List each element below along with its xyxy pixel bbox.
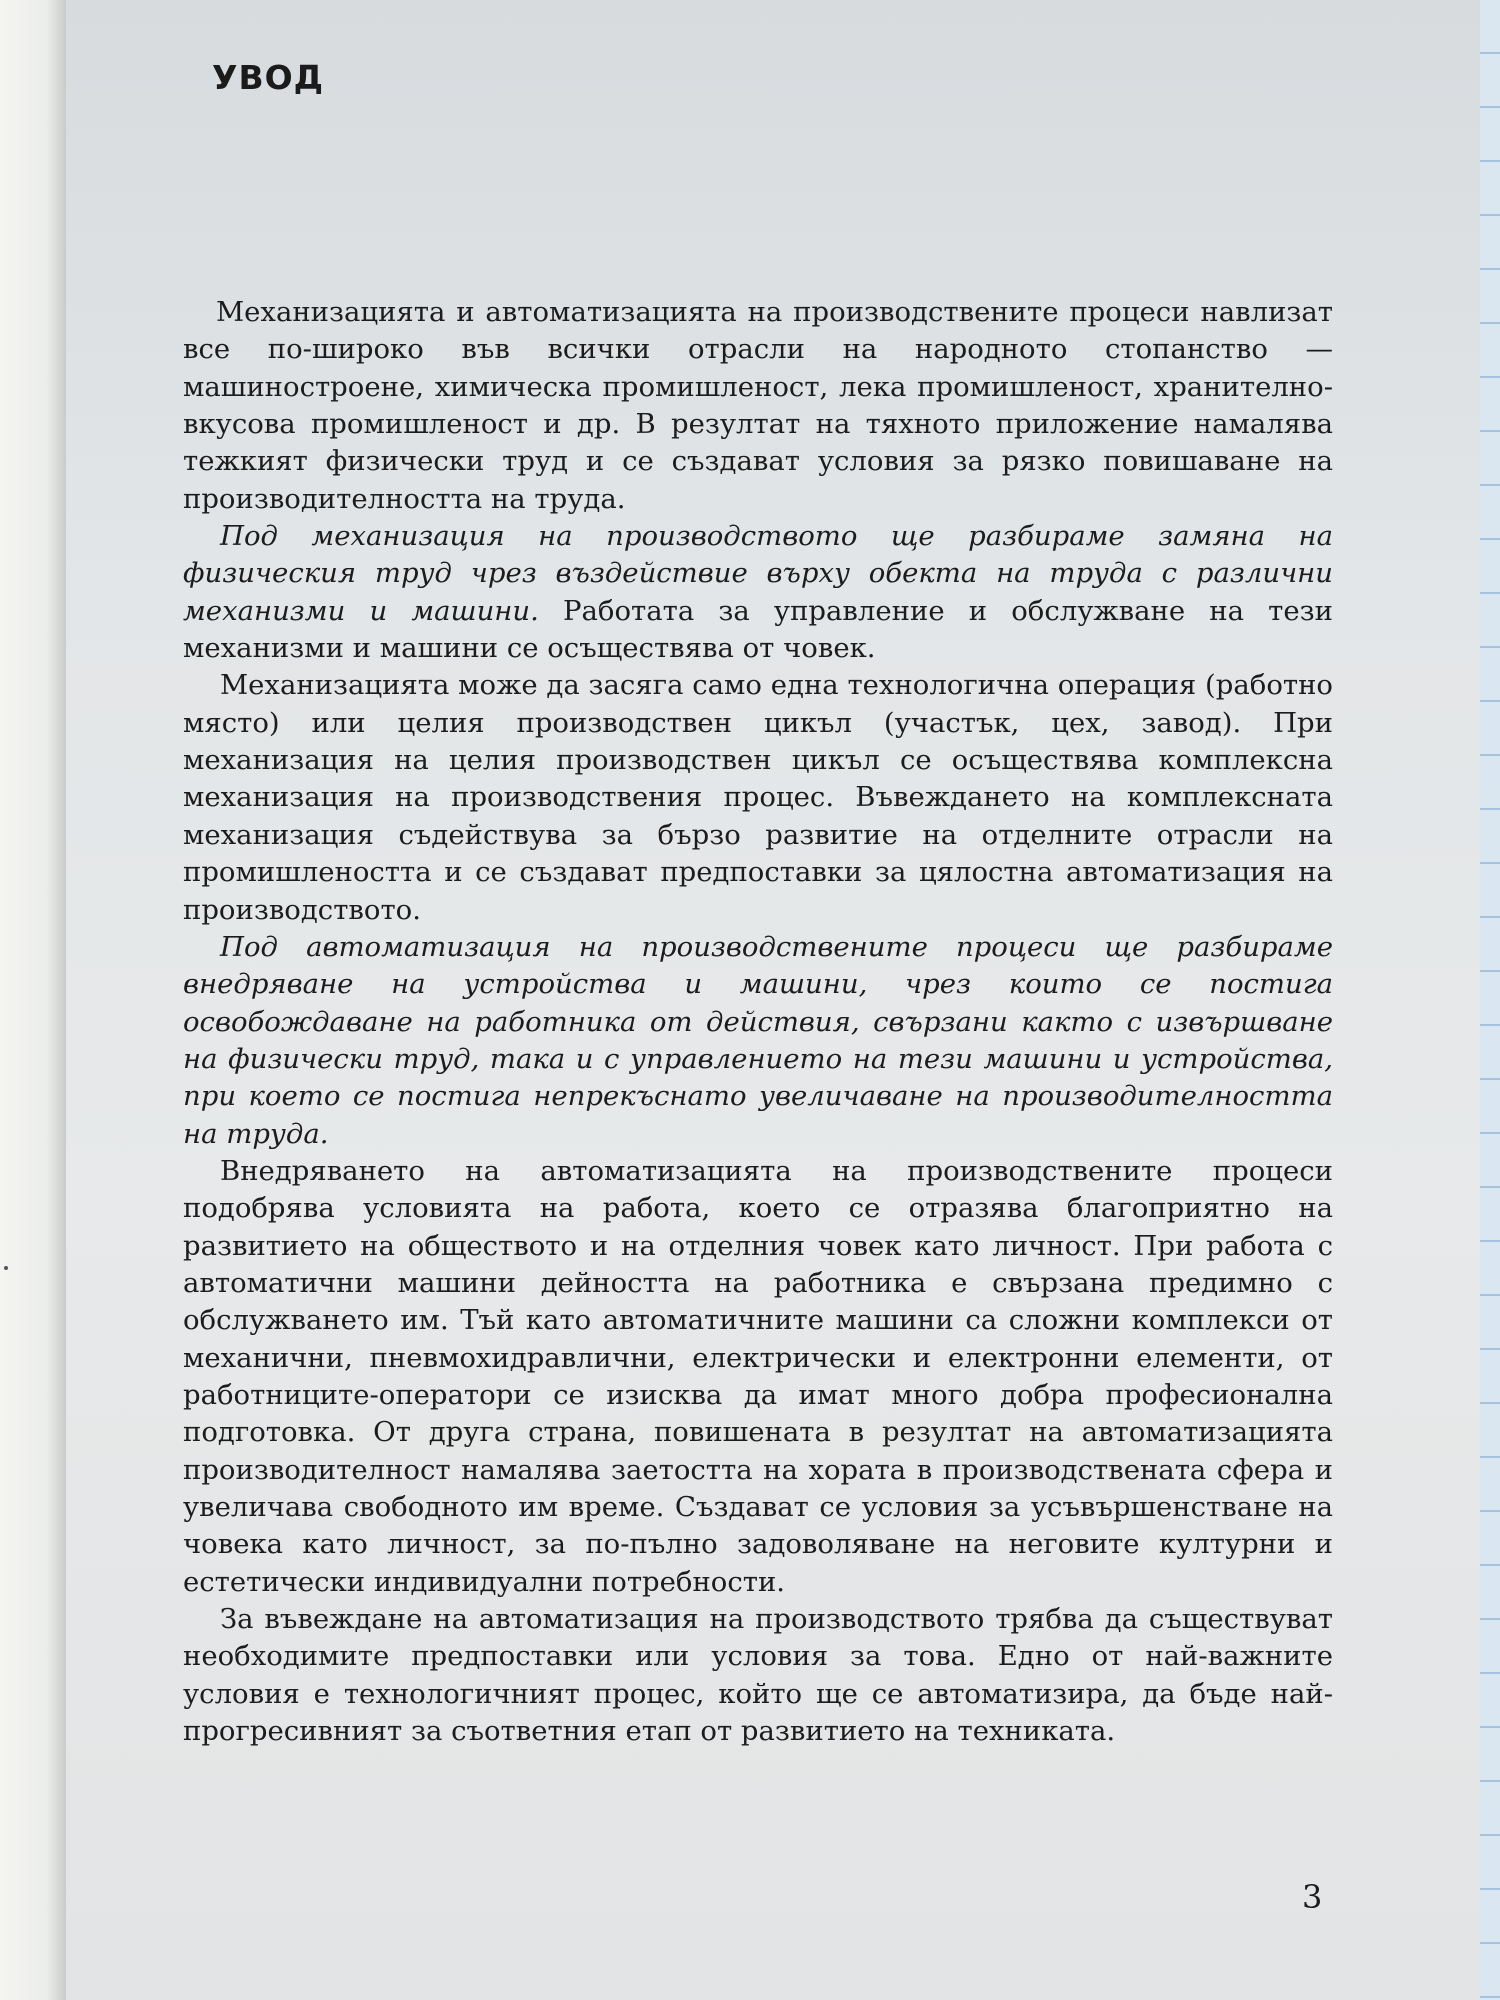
paragraph-text: Работата за управление и обслужване на тези механизми и машини се осъществява от човек.: [183, 594, 1333, 665]
paragraph-text: Механизацията и автоматизацията на производствените процеси навлизат все по-широко във всички отрасли на народното стопанство — машиностроене, химическа промишленост, лека промишленост, хранително-вкусова промишленост и др. В резултат на тяхното приложение намалява тежкият физически труд и се създават условия за рязко повишаване на производителността на труда.: [183, 296, 1333, 515]
page-title: УВОД: [212, 58, 325, 97]
paragraph-4: [183, 929, 1333, 1153]
paragraph-text: За въвеждане на автоматизация на производството трябва да съществуват необходимите предпоставки или условия за това. Едно от най-важните условия е технологичният процес, който ще се автоматизира, да бъде най-прогресивният за съответния етап от развитието на техниката.: [183, 1603, 1333, 1748]
paragraph-5: [183, 1153, 1333, 1601]
definition-italic: Под механизация на производството ще разбираме замяна на физическия труд чрез въздействие върху обекта на труда с различни механизми и машини.: [183, 520, 1333, 627]
paragraph-2: [183, 518, 1333, 667]
paragraph-text: Внедряването на автоматизацията на производствените процеси подобрява условията на работа, което се отразява благоприятно на развитието на обществото и на отделния човек като личност. При работа с автоматични машини дейността на работника е свързана предимно с обслужването им. Тъй като автоматичните машини са сложни комплекси от механични, пневмохидравлични, електрически и електронни елементи, от работниците-оператори се изисква да имат много добра професионална подготовка. От друга страна, повишената в резултат на автоматизацията производителност намалява заетостта на хората в производствената сфера и увеличава свободното им време. Създават се условия за усъвършенстване на човека като личност, за по-пълно задоволяване на неговите културни и естетически индивидуални потребности.: [183, 1154, 1333, 1598]
paragraph-1: [183, 294, 1333, 518]
definition-italic: Под автоматизация на производствените процеси ще разбираме внедряване на устройства и машини, чрез които се постига освобождаване на работника от действия, свързани както с извършване на физически труд, така и с управлението на тези машини и устройства, при което се постига непрекъснато увеличаване на производителността на труда.: [183, 930, 1333, 1150]
book-gutter: [0, 0, 66, 2000]
paragraph-text: Механизацията може да засяга само една технологична операция (работно място) или целия производствен цикъл (участък, цех, завод). При механизация на целия производствен цикъл се осъществява комплексна механизация на производствения процес. Въвеждането на комплексната механизация съдействува за бързо развитие на отделните отрасли на промишлеността и се създават предпоставки за цялостна автоматизация на производството.: [183, 669, 1333, 926]
margin-mark: [4, 1266, 8, 1270]
book-page: [66, 0, 1480, 2000]
notebook-edge: [1480, 0, 1500, 2000]
page-number: 3: [1302, 1878, 1323, 1916]
body-text: [183, 294, 1333, 1750]
paragraph-3: [183, 667, 1333, 928]
paragraph-6: [183, 1601, 1333, 1750]
